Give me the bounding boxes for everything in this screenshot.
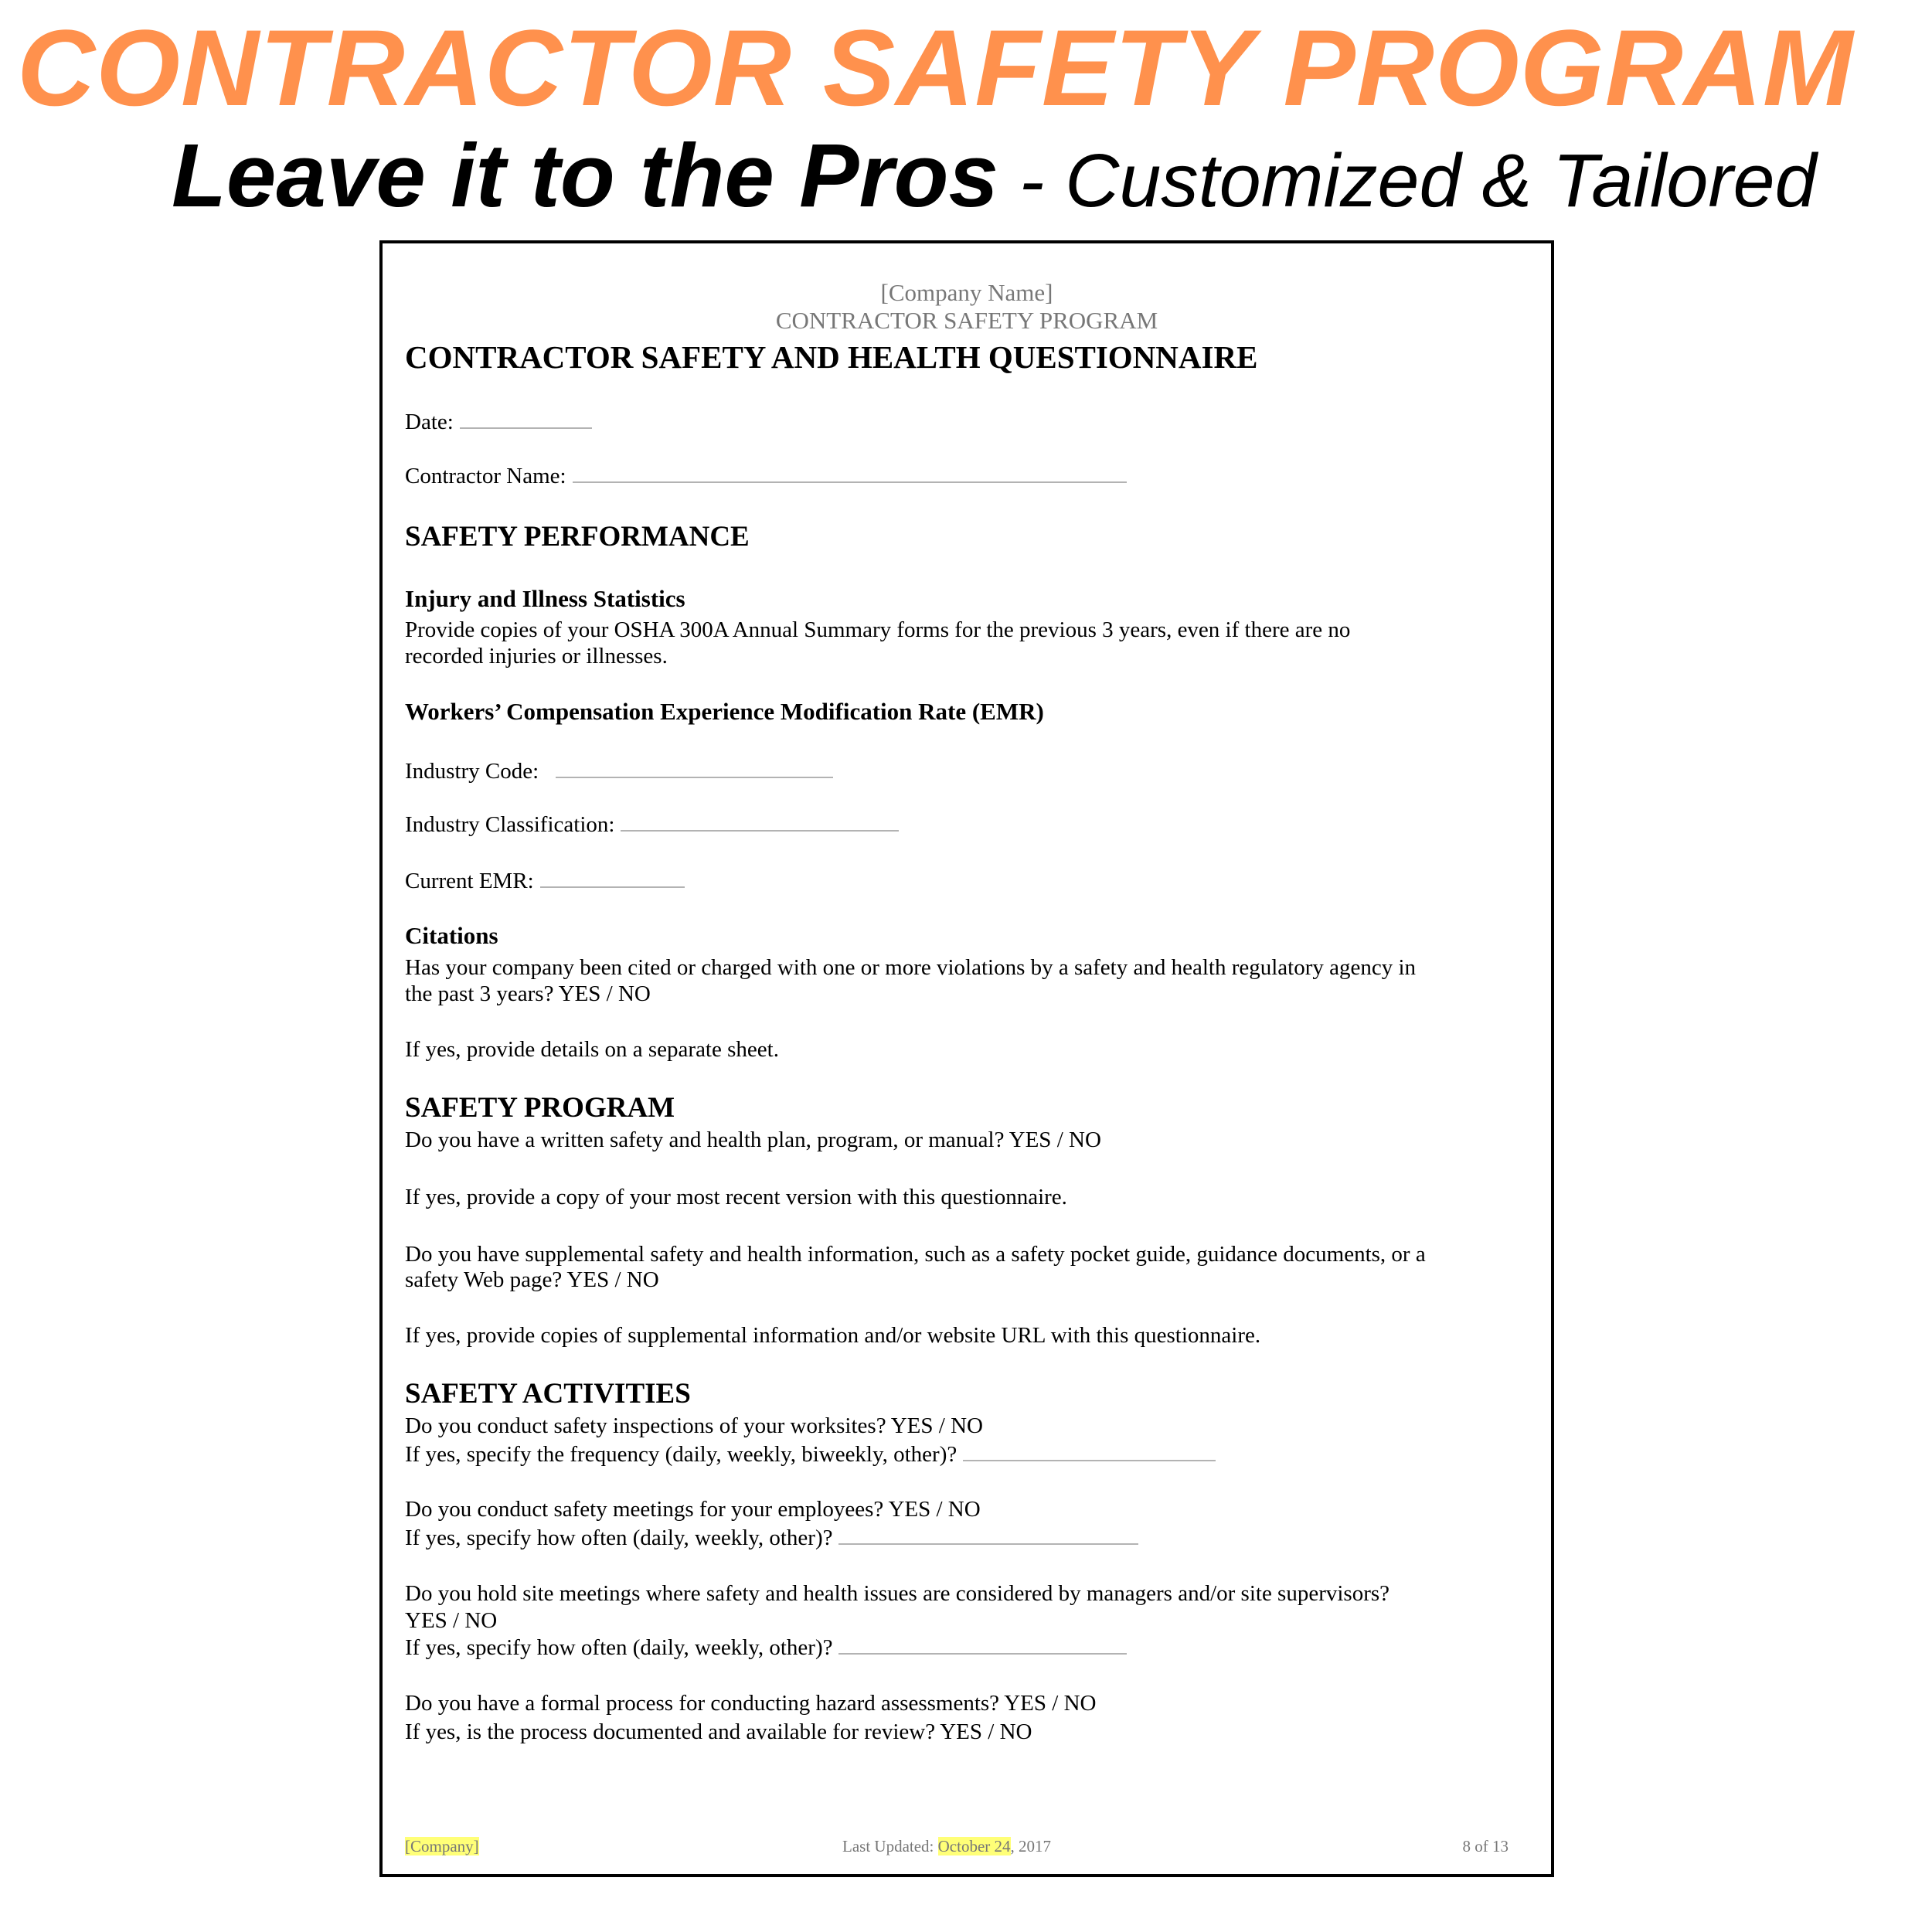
footer-page-number: 8 of 13 <box>1462 1837 1509 1855</box>
activities-q3-line1: Do you hold site meetings where safety and health issues are considered by managers and/or site supervisors? <box>405 1581 1390 1606</box>
inspection-frequency-input-line[interactable] <box>963 1459 1216 1461</box>
activities-q1-followup-label: If yes, specify the frequency (daily, weekly, biweekly, other)? <box>405 1442 957 1467</box>
current-emr-input-line[interactable] <box>540 886 685 888</box>
section-heading-safety-activities: SAFETY ACTIVITIES <box>405 1378 691 1410</box>
activities-q4: Do you have a formal process for conducting hazard assessments? YES / NO <box>405 1691 1097 1716</box>
footer-company-text: [Company] <box>405 1837 479 1855</box>
subheading-injury-illness: Injury and Illness Statistics <box>405 585 685 612</box>
footer-last-updated-label: Last Updated: <box>842 1837 938 1855</box>
page-title: CONTRACTOR SAFETY AND HEALTH QUESTIONNAIRE <box>405 339 1258 375</box>
activities-q2-followup-label: If yes, specify how often (daily, weekly, other)? <box>405 1526 833 1550</box>
activities-q1-followup-field <box>405 1441 1216 1468</box>
current-emr-field <box>405 868 685 894</box>
contractor-name-label: Contractor Name: <box>405 464 566 488</box>
citations-text-line2: the past 3 years? YES / NO <box>405 981 651 1006</box>
date-label: Date: <box>405 410 454 434</box>
document-page <box>379 240 1554 1877</box>
section-heading-safety-program: SAFETY PROGRAM <box>405 1092 675 1124</box>
tagline-light: Customized & Tailored <box>1065 138 1817 223</box>
activities-q2-followup-field <box>405 1525 1138 1551</box>
meetings-frequency-input-line[interactable] <box>838 1543 1138 1545</box>
injury-text-line1: Provide copies of your OSHA 300A Annual Summary forms for the previous 3 years, even if there are no <box>405 617 1351 642</box>
industry-code-field <box>405 758 833 784</box>
activities-q3-followup-field <box>405 1634 1127 1661</box>
contractor-name-input-line[interactable] <box>573 481 1127 483</box>
industry-classification-field <box>405 811 899 838</box>
footer-last-updated <box>842 1836 1051 1856</box>
activities-q1: Do you conduct safety inspections of your worksites? YES / NO <box>405 1413 983 1438</box>
injury-text-line2: recorded injuries or illnesses. <box>405 644 668 668</box>
program-q2-followup: If yes, provide copies of supplemental information and/or website URL with this questionnaire. <box>405 1323 1261 1348</box>
site-meetings-frequency-input-line[interactable] <box>838 1652 1127 1655</box>
citations-text-line1: Has your company been cited or charged with one or more violations by a safety and health regulatory agency in <box>405 955 1417 980</box>
program-q1-followup: If yes, provide a copy of your most recent version with this questionnaire. <box>405 1185 1067 1209</box>
citations-followup: If yes, provide details on a separate sheet. <box>405 1037 779 1062</box>
banner-tagline <box>172 125 1817 253</box>
footer-company <box>405 1836 479 1856</box>
date-field <box>405 409 592 435</box>
activities-q3-followup-label: If yes, specify how often (daily, weekly, other)? <box>405 1635 833 1660</box>
tagline-bold: Leave it to the Pros <box>172 125 999 226</box>
program-q1: Do you have a written safety and health plan, program, or manual? YES / NO <box>405 1128 1101 1152</box>
subheading-emr: Workers’ Compensation Experience Modification Rate (EMR) <box>405 698 1044 725</box>
banner-headline: CONTRACTOR SAFETY PROGRAM <box>17 7 1854 128</box>
program-q2-line1: Do you have supplemental safety and health information, such as a safety pocket guide, guidance documents, or a <box>405 1242 1426 1267</box>
activities-q3-line2: YES / NO <box>405 1608 498 1633</box>
activities-q4-followup: If yes, is the process documented and available for review? YES / NO <box>405 1719 1032 1744</box>
current-emr-label: Current EMR: <box>405 869 534 893</box>
program-q2-line2: safety Web page? YES / NO <box>405 1267 659 1292</box>
industry-code-label: Industry Code: <box>405 759 539 784</box>
section-heading-safety-performance: SAFETY PERFORMANCE <box>405 521 750 553</box>
tagline-separator: - <box>998 138 1066 223</box>
doc-header-company-name: [Company Name] <box>880 279 1053 306</box>
subheading-citations: Citations <box>405 922 498 949</box>
doc-header-program: CONTRACTOR SAFETY PROGRAM <box>775 307 1158 334</box>
footer-last-updated-year: , 2017 <box>1010 1837 1052 1855</box>
industry-code-input-line[interactable] <box>556 776 833 778</box>
industry-classification-label: Industry Classification: <box>405 812 615 837</box>
date-input-line[interactable] <box>460 427 592 429</box>
footer-last-updated-date: October 24 <box>937 1837 1011 1855</box>
activities-q2: Do you conduct safety meetings for your employees? YES / NO <box>405 1497 981 1522</box>
industry-classification-input-line[interactable] <box>621 829 899 832</box>
contractor-name-field <box>405 463 1127 489</box>
